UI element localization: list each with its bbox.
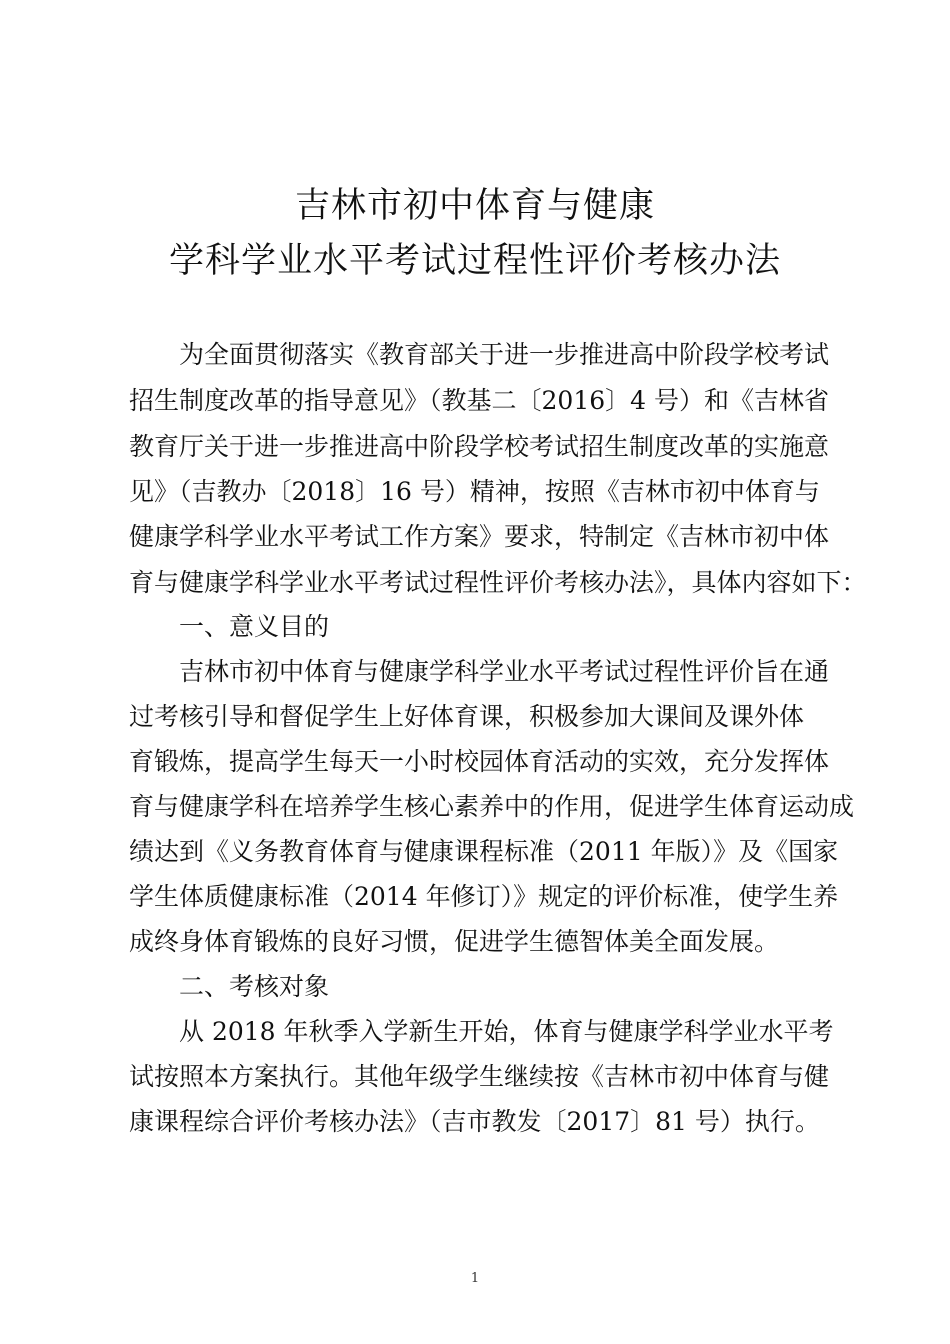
intro-line-5: 健康学科学业水平考试工作方案》要求，特制定《吉林市初中体 [129, 522, 830, 551]
section-2-heading: 二、考核对象 [179, 972, 330, 1001]
section-1-line-5: 绩达到《义务教育体育与健康课程标准（2011 年版）》及《国家 [129, 837, 839, 866]
page-number: 1 [470, 1271, 480, 1286]
section-1-heading: 一、意义目的 [179, 612, 330, 641]
section-1-line-3: 育锻炼，提高学生每天一小时校园体育活动的实效，充分发挥体 [129, 747, 830, 776]
section-2-line-3: 康课程综合评价考核办法》（吉市教发〔2017〕81 号）执行。 [129, 1107, 820, 1136]
intro-line-2: 招生制度改革的指导意见》（教基二〔2016〕4 号）和《吉林省 [129, 386, 829, 415]
intro-line-3: 教育厅关于进一步推进高中阶段学校考试招生制度改革的实施意 [129, 432, 830, 461]
section-1-line-7: 成终身体育锻炼的良好习惯，促进学生德智体美全面发展。 [129, 927, 780, 956]
section-1-line-4: 育与健康学科在培养学生核心素养中的作用，促进学生体育运动成 [129, 792, 855, 821]
document-title-line-1: 吉林市初中体育与健康 [294, 186, 655, 226]
intro-line-6: 育与健康学科学业水平考试过程性评价考核办法》，具体内容如下： [129, 568, 867, 597]
section-1-line-2: 过考核引导和督促学生上好体育课，积极参加大课间及课外体 [129, 702, 805, 731]
document-title-line-2: 学科学业水平考试过程性评价考核办法 [168, 241, 781, 281]
section-2-line-1: 从 2018 年秋季入学新生开始，体育与健康学科学业水平考 [179, 1017, 834, 1046]
section-1-line-1: 吉林市初中体育与健康学科学业水平考试过程性评价旨在通 [179, 657, 830, 686]
section-1-line-6: 学生体质健康标准（2014 年修订）》规定的评价标准，使学生养 [129, 882, 839, 911]
section-2-line-2: 试按照本方案执行。其他年级学生继续按《吉林市初中体育与健 [129, 1062, 830, 1091]
intro-line-4: 见》（吉教办〔2018〕16 号）精神，按照《吉林市初中体育与 [129, 477, 820, 506]
intro-line-1: 为全面贯彻落实《教育部关于进一步推进高中阶段学校考试 [179, 340, 830, 369]
